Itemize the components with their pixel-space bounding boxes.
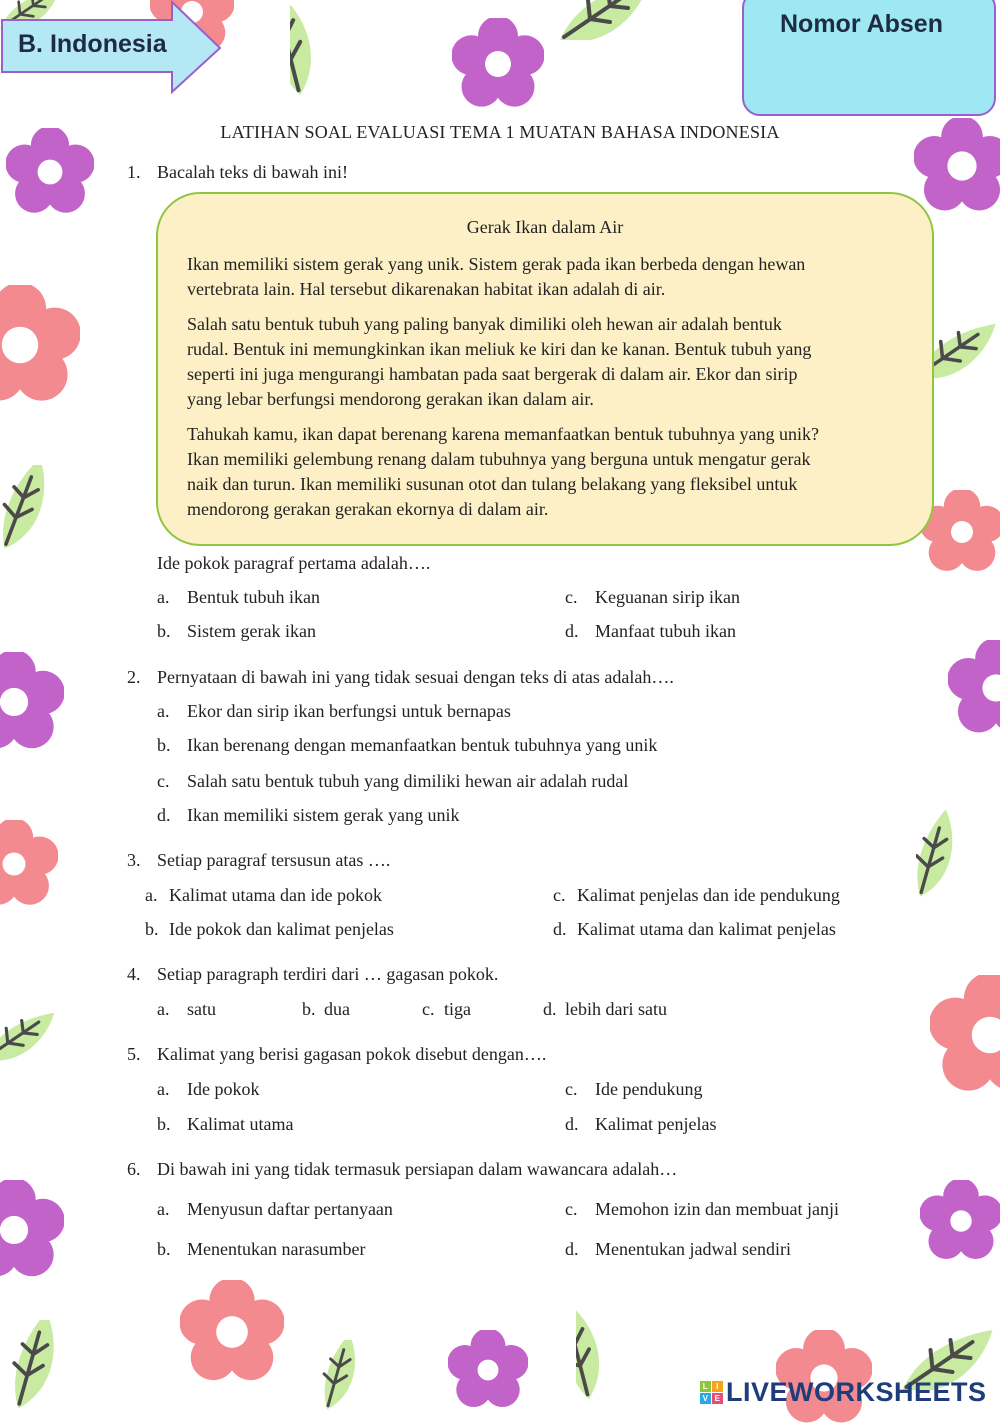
- paragraph-line: Ikan memiliki sistem gerak yang unik. Sistem gerak pada ikan berbeda dengan hewan: [187, 254, 806, 274]
- option-text: Ekor dan sirip ikan berfungsi untuk bernapas: [187, 701, 511, 721]
- question-text: Bacalah teks di bawah ini!: [157, 162, 348, 182]
- option-letter: d.: [565, 1239, 579, 1259]
- option-letter: c.: [565, 587, 578, 607]
- paragraph-line: naik dan turun. Ikan memiliki susunan otot dan tulang belakang yang fleksibel untuk: [187, 474, 798, 494]
- subject-label: B. Indonesia: [18, 30, 167, 58]
- option-text: tiga: [444, 999, 471, 1019]
- leaf-icon: [916, 808, 1000, 918]
- flower-icon: [948, 640, 1000, 736]
- option-text: Kalimat utama dan kalimat penjelas: [577, 919, 836, 939]
- option-text: Ikan memiliki sistem gerak yang unik: [187, 805, 460, 825]
- option-text: Keguanan sirip ikan: [595, 587, 740, 607]
- flower-icon: [0, 820, 58, 908]
- reading-paragraph-2: [187, 312, 907, 412]
- q5-option-d[interactable]: [565, 1112, 716, 1136]
- q2-option-c[interactable]: [157, 769, 628, 793]
- option-text: Menentukan narasumber: [187, 1239, 366, 1259]
- q3-option-d[interactable]: [553, 917, 836, 941]
- logo-letter: V: [700, 1393, 711, 1404]
- q2-option-d[interactable]: [157, 803, 459, 827]
- q6-option-a[interactable]: [157, 1197, 393, 1221]
- logo-letter: L: [700, 1381, 711, 1392]
- option-text: Ide pokok: [187, 1079, 260, 1099]
- q2-option-b[interactable]: [157, 733, 657, 757]
- option-letter: a.: [157, 701, 170, 721]
- option-letter: b.: [157, 735, 171, 755]
- q6-option-c[interactable]: [565, 1197, 839, 1221]
- flower-icon: [0, 285, 80, 405]
- question-6: [127, 1157, 677, 1181]
- option-text: lebih dari satu: [565, 999, 667, 1019]
- option-letter: c.: [565, 1199, 578, 1219]
- question-5: [127, 1042, 546, 1066]
- paragraph-line: seperti ini juga mengurangi hambatan pada saat bergerak di dalam air. Ekor dan sirip: [187, 364, 798, 384]
- option-letter: a.: [145, 885, 158, 905]
- option-text: Kalimat utama: [187, 1114, 294, 1134]
- paragraph-line: rudal. Bentuk ini memungkinkan ikan meliuk ke kiri dan ke kanan. Bentuk tubuh yang: [187, 339, 812, 359]
- paragraph-line: Salah satu bentuk tubuh yang paling banyak dimiliki oleh hewan air adalah bentuk: [187, 314, 782, 334]
- q5-option-a[interactable]: [157, 1077, 259, 1101]
- question-1-prompt: Ide pokok paragraf pertama adalah….: [157, 553, 431, 573]
- leaf-icon: [0, 465, 90, 560]
- flower-icon: [448, 1330, 528, 1410]
- option-letter: c.: [553, 885, 566, 905]
- option-letter: c.: [157, 771, 170, 791]
- option-letter: a.: [157, 1199, 170, 1219]
- q2-option-a[interactable]: [157, 699, 511, 723]
- flower-icon: [180, 1280, 284, 1384]
- question-number: 1.: [127, 162, 141, 182]
- question-number: 3.: [127, 850, 141, 870]
- leaf-icon: [290, 0, 400, 115]
- option-letter: d.: [565, 621, 579, 641]
- liveworksheets-brand: [700, 1375, 987, 1409]
- q1-option-c[interactable]: [565, 585, 740, 609]
- option-letter: a.: [157, 999, 170, 1019]
- q1-option-d[interactable]: [565, 619, 736, 643]
- option-letter: d.: [157, 805, 171, 825]
- question-text: Pernyataan di bawah ini yang tidak sesuai dengan teks di atas adalah….: [157, 667, 674, 687]
- option-letter: d.: [543, 999, 557, 1019]
- question-4: [127, 962, 498, 986]
- q3-option-c[interactable]: [553, 883, 840, 907]
- question-text: Kalimat yang berisi gagasan pokok disebut dengan….: [157, 1044, 547, 1064]
- option-letter: d.: [553, 919, 567, 939]
- option-letter: b.: [145, 919, 159, 939]
- option-letter: d.: [565, 1114, 579, 1134]
- option-letter: b.: [157, 621, 171, 641]
- flower-icon: [452, 18, 544, 110]
- option-text: Ikan berenang dengan memanfaatkan bentuk tubuhnya yang unik: [187, 735, 658, 755]
- absen-input[interactable]: [760, 50, 982, 104]
- option-text: Menyusun daftar pertanyaan: [187, 1199, 393, 1219]
- option-text: Ide pokok dan kalimat penjelas: [169, 919, 394, 939]
- option-text: Menentukan jadwal sendiri: [595, 1239, 791, 1259]
- paragraph-line: mendorong gerakan gerakan ekornya di dalam air.: [187, 499, 549, 519]
- leaf-icon: [0, 1000, 62, 1072]
- flower-icon: [920, 1180, 1000, 1262]
- q6-option-b[interactable]: [157, 1237, 365, 1261]
- q1-option-a[interactable]: [157, 585, 320, 609]
- option-text: dua: [324, 999, 350, 1019]
- reading-title: Gerak Ikan dalam Air: [466, 217, 624, 237]
- question-text: Setiap paragraf tersusun atas ….: [157, 850, 391, 870]
- option-letter: a.: [157, 587, 170, 607]
- brand-text: LIVEWORKSHEETS: [726, 1376, 987, 1407]
- q5-option-b[interactable]: [157, 1112, 293, 1136]
- option-letter: c.: [565, 1079, 578, 1099]
- question-1: [127, 160, 348, 184]
- option-letter: a.: [157, 1079, 170, 1099]
- paragraph-line: vertebrata lain. Hal tersebut dikarenakan habitat ikan adalah di air.: [187, 279, 666, 299]
- question-3: [127, 848, 390, 872]
- absen-label: Nomor Absen: [780, 10, 943, 38]
- q3-option-a[interactable]: [145, 883, 382, 907]
- flower-icon: [0, 1180, 64, 1280]
- option-text: Sistem gerak ikan: [187, 621, 316, 641]
- q5-option-c[interactable]: [565, 1077, 702, 1101]
- option-letter: b.: [157, 1239, 171, 1259]
- liveworksheets-logo-icon: [700, 1381, 723, 1404]
- flower-icon: [930, 975, 1000, 1095]
- question-number: 2.: [127, 667, 141, 687]
- flower-icon: [0, 652, 64, 752]
- option-text: Kalimat penjelas: [595, 1114, 717, 1134]
- option-text: Memohon izin dan membuat janji: [595, 1199, 839, 1219]
- page-title: LATIHAN SOAL EVALUASI TEMA 1 MUATAN BAHASA INDONESIA: [220, 122, 780, 142]
- question-text: Setiap paragraph terdiri dari … gagasan pokok.: [157, 964, 499, 984]
- leaf-icon: [560, 0, 650, 40]
- option-text: Salah satu bentuk tubuh yang dimiliki hewan air adalah rudal: [187, 771, 629, 791]
- paragraph-line: Ikan memiliki gelembung renang dalam tubuhnya yang berguna untuk mengatur gerak: [187, 449, 811, 469]
- q6-option-d[interactable]: [565, 1237, 791, 1261]
- question-number: 4.: [127, 964, 141, 984]
- q3-option-b[interactable]: [145, 917, 394, 941]
- leaf-icon: [576, 1310, 686, 1413]
- leaf-icon: [10, 1320, 110, 1413]
- reading-paragraph-3: [187, 422, 907, 522]
- paragraph-line: Tahukah kamu, ikan dapat berenang karena memanfaatkan bentuk tubuhnya yang unik?: [187, 424, 820, 444]
- option-text: satu: [187, 999, 216, 1019]
- q4-option-c[interactable]: [422, 997, 471, 1021]
- q1-option-b[interactable]: [157, 619, 316, 643]
- q4-option-b[interactable]: [302, 997, 350, 1021]
- paragraph-line: yang lebar berfungsi mendorong gerakan ikan dalam air.: [187, 389, 594, 409]
- question-2: [127, 665, 674, 689]
- option-letter: c.: [422, 999, 435, 1019]
- logo-letter: I: [712, 1381, 723, 1392]
- option-letter: b.: [157, 1114, 171, 1134]
- question-number: 5.: [127, 1044, 141, 1064]
- option-text: Bentuk tubuh ikan: [187, 587, 320, 607]
- leaf-icon: [320, 1340, 400, 1413]
- question-text: Di bawah ini yang tidak termasuk persiapan dalam wawancara adalah…: [157, 1159, 678, 1179]
- option-text: Ide pendukung: [595, 1079, 703, 1099]
- reading-paragraph-1: [187, 252, 907, 302]
- q4-option-a[interactable]: [157, 997, 216, 1021]
- option-text: Kalimat penjelas dan ide pendukung: [577, 885, 840, 905]
- option-text: Manfaat tubuh ikan: [595, 621, 736, 641]
- option-letter: b.: [302, 999, 316, 1019]
- question-number: 6.: [127, 1159, 141, 1179]
- option-text: Kalimat utama dan ide pokok: [169, 885, 382, 905]
- q4-option-d[interactable]: [543, 997, 667, 1021]
- logo-letter: E: [712, 1393, 723, 1404]
